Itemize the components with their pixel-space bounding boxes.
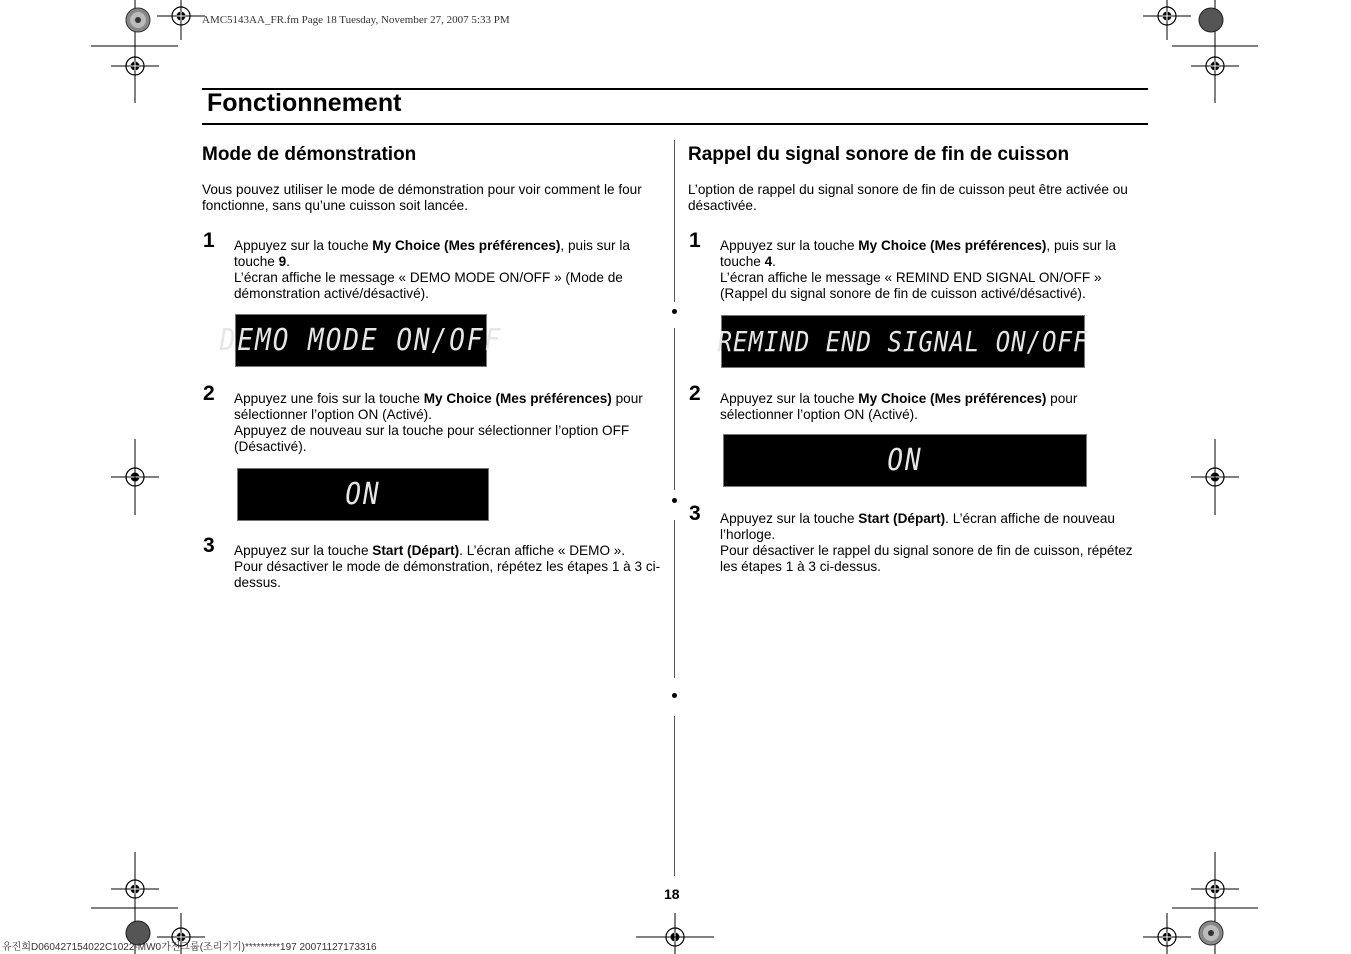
step-number: 2 <box>203 382 215 405</box>
step-text: Appuyez sur la touche My Choice (Mes préférences), puis sur la touche 9. L’écran affiche le message « DEMO MODE ON/OFF » (Mode de démonstration activé/désactivé). <box>234 238 630 301</box>
column-divider <box>674 140 675 302</box>
step-text: Appuyez sur la touche Start (Départ). L’écran affiche « DEMO ». Pour désactiver le mode de démonstration, répétez les étapes 1 à 3 ci-dessus. <box>234 543 661 590</box>
section-intro: Vous pouvez utiliser le mode de démonstration pour voir comment le four fonctionne, sans qu’une cuisson soit lancée. <box>202 182 642 213</box>
divider-dot <box>672 309 677 314</box>
step-number: 3 <box>689 502 701 525</box>
lcd-display-text: DEMO MODE ON/OFF <box>219 323 503 358</box>
file-info: AMC5143AA_FR.fm Page 18 Tuesday, November 27, 2007 5:33 PM <box>202 14 510 26</box>
section-title-demo-mode: Mode de démonstration <box>202 144 417 165</box>
column-divider <box>674 520 675 678</box>
divider-dot <box>672 693 677 698</box>
lcd-display <box>723 434 1087 487</box>
lcd-display-text: ON <box>345 477 381 512</box>
page-title: Fonctionnement <box>207 89 402 117</box>
divider-dot <box>672 498 677 503</box>
section-intro: L’option de rappel du signal sonore de fin de cuisson peut être activée ou désactivée. <box>688 182 1128 213</box>
lcd-display <box>237 468 489 521</box>
step-text: Appuyez sur la touche Start (Départ). L’écran affiche de nouveau l’horloge. Pour désactiver le rappel du signal sonore de fin de cuisson, répétez les étapes 1 à 3 ci-dessus. <box>720 511 1133 574</box>
step-number: 2 <box>689 382 701 405</box>
step-number: 1 <box>203 229 215 252</box>
title-rule-bottom <box>202 123 1148 125</box>
column-divider <box>674 716 675 876</box>
lcd-display-text: ON <box>887 443 923 478</box>
lcd-display-text: REMIND END SIGNAL ON/OFF <box>717 325 1089 358</box>
section-title-remind-signal: Rappel du signal sonore de fin de cuisson <box>688 144 1070 165</box>
footer-code: 유진희D060427154022C1022-MW0가전그룹(조리기기)*********197 20071127173316 <box>2 942 377 953</box>
step-text: Appuyez sur la touche My Choice (Mes préférences) pour sélectionner l’option ON (Activé). <box>720 391 1078 422</box>
step-number: 1 <box>689 229 701 252</box>
step-text: Appuyez sur la touche My Choice (Mes préférences), puis sur la touche 4. L’écran affiche le message « REMIND END SIGNAL ON/OFF » (Rappel du signal sonore de fin de cuisson activé/désactivé). <box>720 238 1116 301</box>
step-text: Appuyez une fois sur la touche My Choice (Mes préférences) pour sélectionner l’option ON (Activé). Appuyez de nouveau sur la touche pour sélectionner l’option OFF (Désactivé). <box>234 391 643 454</box>
lcd-display <box>219 314 503 367</box>
column-divider <box>674 328 675 490</box>
page-number: 18 <box>664 886 680 902</box>
step-number: 3 <box>203 534 215 557</box>
lcd-display <box>717 315 1089 368</box>
